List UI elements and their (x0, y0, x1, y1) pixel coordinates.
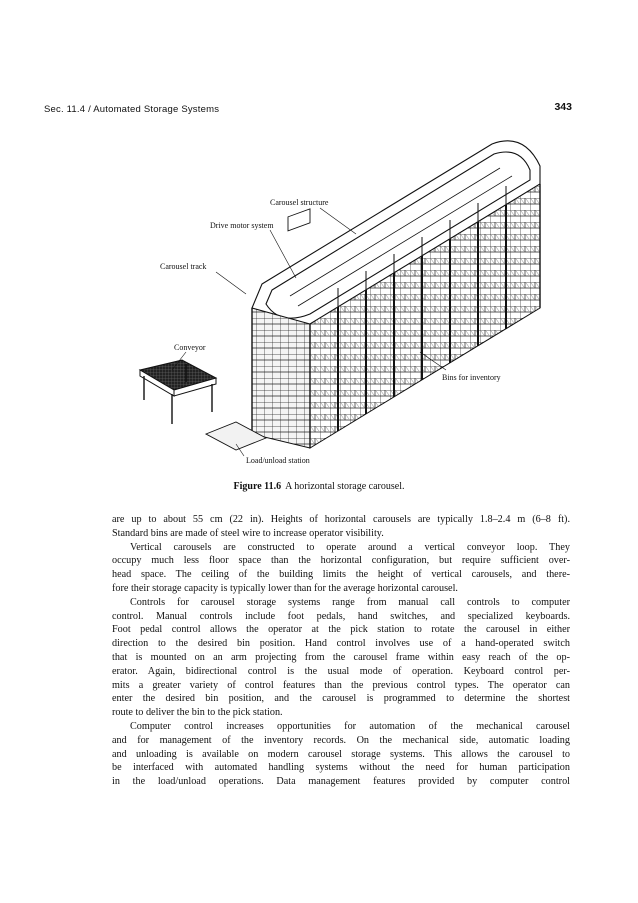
body-line: direction to the desired bin position. Hand control involves use of a hand-operated switch (112, 638, 570, 650)
running-head-title: Sec. 11.4 / Automated Storage Systems (44, 104, 220, 115)
body-line: and for management of the inventory records. On the mechanical side, automatic loading (112, 734, 570, 746)
carousel-illustration (120, 138, 560, 473)
carousel-figure (120, 138, 560, 473)
body-line: Controls for carousel storage systems range from manual call controls to computer (130, 596, 570, 608)
label-drive-motor: Drive motor system (210, 221, 274, 230)
body-line: in the load/unload operations. Data management features provided by computer control (112, 776, 570, 788)
body-line: erator. Again, bidirectional control is the usual mode of operation. Keyboard control per- (112, 665, 570, 677)
body-line: Computer control increases opportunities for automation of the mechanical carousel (130, 720, 570, 732)
body-line: control. Manual controls include foot pedals, hand switches, and specialized keyboards. (112, 610, 570, 622)
drive-motor (288, 209, 310, 231)
label-carousel-structure: Carousel structure (270, 198, 329, 207)
figure-number: Figure 11.6 (233, 481, 282, 492)
label-load-unload: Load/unload station (246, 456, 310, 465)
body-line: fore their storage capacity is typically lower than for the average horizontal carousel. (112, 582, 458, 594)
conveyor (140, 360, 216, 424)
label-carousel-track: Carousel track (160, 262, 207, 271)
body-line: mits a greater variety of control features than the previous control types. The operator can (112, 679, 570, 691)
running-header (44, 101, 572, 120)
figure-caption-text: A horizontal storage carousel. (285, 481, 405, 492)
body-line: Standard bins are made of steel wire to increase operator visibility. (112, 527, 384, 539)
body-line: Vertical carousels are constructed to operate around a vertical conveyor loop. They (130, 541, 570, 553)
label-conveyor: Conveyor (174, 343, 206, 352)
body-line: head space. The ceiling of the building limits the height of vertical carousels, and there- (112, 569, 570, 581)
body-text (112, 513, 570, 789)
body-line: are up to about 55 cm (22 in). Heights of horizontal carousels are typically 1.8–2.4 m (6–8 ft). (112, 514, 570, 525)
page-number: 343 (554, 101, 572, 113)
body-line: Foot pedal control allows the operator at the pick station to rotate the carousel in either (112, 624, 570, 636)
label-bins: Bins for inventory (442, 373, 501, 382)
body-line: route to deliver the bin to the pick station. (112, 707, 283, 719)
figure-caption (0, 481, 638, 492)
body-line: be interfaced with automated handling systems without the need for human participation (112, 762, 570, 774)
body-line: that is mounted on an arm projecting from the carousel frame within easy reach of the op- (112, 651, 570, 663)
body-line: occupy much less floor space than the horizontal configuration, but require sufficient over- (112, 555, 570, 567)
body-line: enter the desired bin position, and the carousel is programmed to determine the shortest (112, 693, 570, 705)
body-line: and unloading is available on modern carousel storage systems. This allows the carousel to (112, 748, 570, 760)
